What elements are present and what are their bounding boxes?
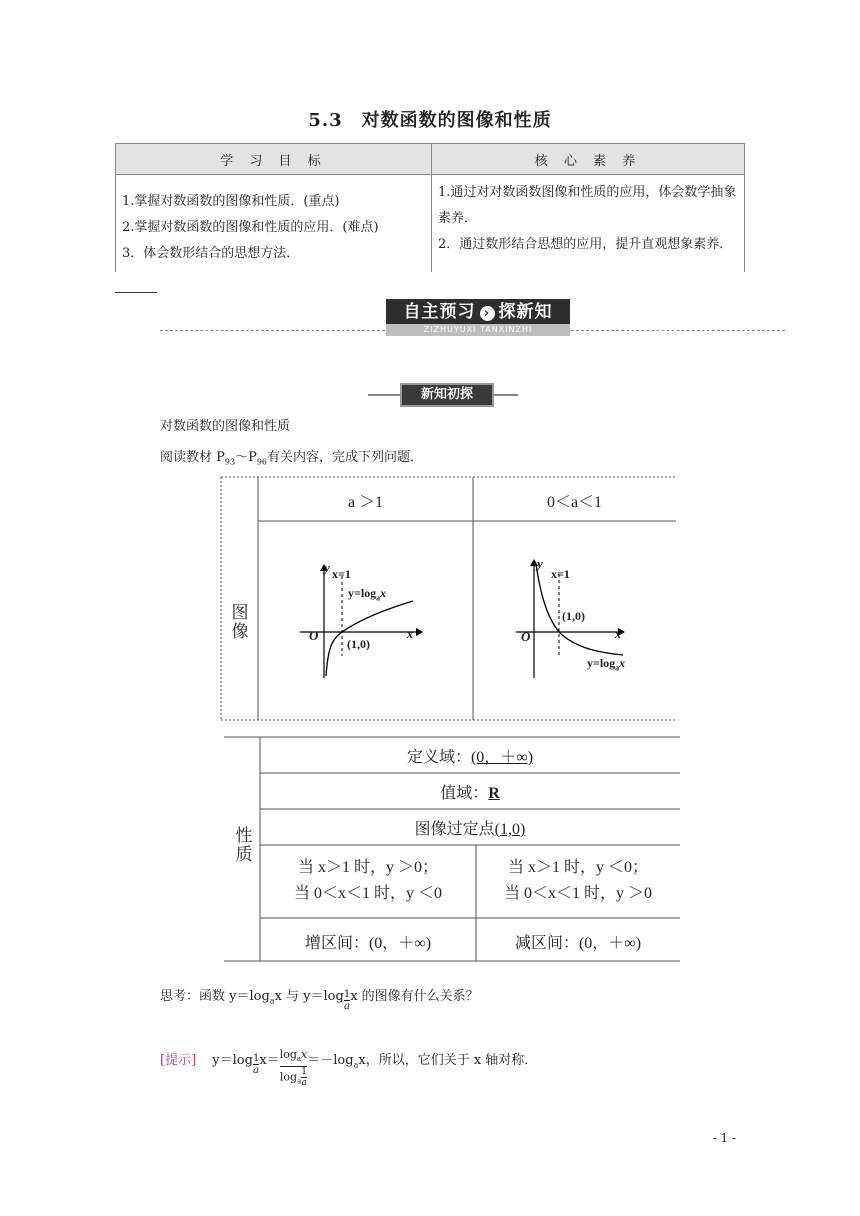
goal-item: 3．体会数形结合的思想方法． bbox=[122, 246, 300, 261]
literacy-item: 2．通过数形结合思想的应用，提升直观想象素养． bbox=[438, 237, 733, 252]
origin-label: O bbox=[521, 629, 531, 644]
instruction-part: 有关内容，完成下列问题． bbox=[267, 450, 424, 465]
goals-table bbox=[115, 143, 745, 272]
point-label: (1,0) bbox=[347, 637, 370, 651]
sign-b: 当 x＞1 时，y ＜0； 当 0＜x＜1 时，y ＞0 bbox=[503, 859, 652, 902]
goal-item: 2.掌握对数函数的图像和性质的应用．(难点) bbox=[122, 220, 379, 235]
topic-heading: 对数函数的图像和性质 bbox=[160, 419, 291, 434]
increasing-interval: 增区间：(0，＋∞) bbox=[304, 935, 432, 952]
row-label-graph: 图像 bbox=[231, 603, 249, 641]
arrow-icon: › bbox=[480, 306, 495, 321]
row-label-properties: 性质 bbox=[235, 826, 253, 864]
instruction-part: ～P bbox=[235, 450, 257, 465]
case-a-header: a ＞1 bbox=[347, 494, 384, 511]
range-row: 值域：R bbox=[440, 785, 500, 802]
page-title: 5.3 对数函数的图像和性质 bbox=[308, 110, 552, 131]
section-banner bbox=[386, 299, 570, 325]
page-ref: 93 bbox=[224, 457, 236, 467]
axis-label-x: x bbox=[615, 627, 621, 641]
decreasing-interval: 减区间：(0，＋∞) bbox=[514, 935, 642, 952]
instruction-part: 阅读教材 P bbox=[160, 450, 225, 465]
sign-a: 当 x＞1 时，y ＞0； 当 0＜x＜1 时，y ＜0 bbox=[293, 859, 442, 902]
page-number: - 1 - bbox=[712, 1131, 736, 1145]
divider-left bbox=[160, 330, 385, 331]
page-ref: 96 bbox=[256, 457, 268, 467]
banner-text-2: 探新知 bbox=[498, 302, 553, 322]
domain-row: 定义域：(0，＋∞) bbox=[406, 749, 534, 766]
hint-label: [提示] bbox=[160, 1052, 197, 1068]
banner-subtitle: ZIZHUYUXI TANXINZHI bbox=[386, 324, 570, 336]
origin-label: O bbox=[309, 628, 319, 643]
curve-label: $y=\log_ax$ bbox=[587, 656, 626, 673]
axis-label-y: y bbox=[537, 556, 543, 571]
line-label: x=1 bbox=[332, 567, 351, 581]
question-text: 思考：函数 $y=\log_ax$ 与 y＝log $\frac{1}{a}$ x 的图像有什么关系？ bbox=[160, 989, 479, 1012]
graph-table bbox=[218, 476, 680, 724]
divider-right bbox=[571, 330, 785, 331]
axis-label-y: y bbox=[324, 560, 330, 575]
case-b-header: 0＜a＜1 bbox=[546, 494, 603, 511]
line-label: x=1 bbox=[551, 567, 570, 581]
section-tag: 新知初探 bbox=[400, 383, 494, 407]
literacy-list bbox=[432, 175, 745, 273]
banner-text: 自主预习 bbox=[403, 302, 476, 322]
axis-label-x: x bbox=[407, 627, 413, 641]
point-label: (1,0) bbox=[562, 609, 585, 623]
goal-item: 1.掌握对数函数的图像和性质．(重点) bbox=[122, 194, 340, 209]
fixed-point-row: 图像过定点(1,0) bbox=[414, 821, 526, 838]
graph-a-curve bbox=[300, 564, 423, 678]
hint-text: [提示] y＝log $\frac{1}{a}$ x＝ $\log_ax$ $\log_a$ $\frac{1}{a}$ $=-\log_ax$，所以，它们关于 x 轴对称． bbox=[160, 1048, 538, 1089]
goals-list bbox=[116, 175, 432, 273]
instruction-text bbox=[160, 446, 423, 467]
table-end-rule bbox=[115, 292, 157, 293]
literacy-item: 1.通过对对数函数图像和性质的应用，体会数学抽象素养． bbox=[438, 185, 737, 226]
curve-label: $y=\log_ax$ bbox=[348, 586, 387, 603]
goals-header: 学 习 目 标 bbox=[116, 144, 432, 175]
core-literacy-header: 核 心 素 养 bbox=[432, 144, 745, 175]
